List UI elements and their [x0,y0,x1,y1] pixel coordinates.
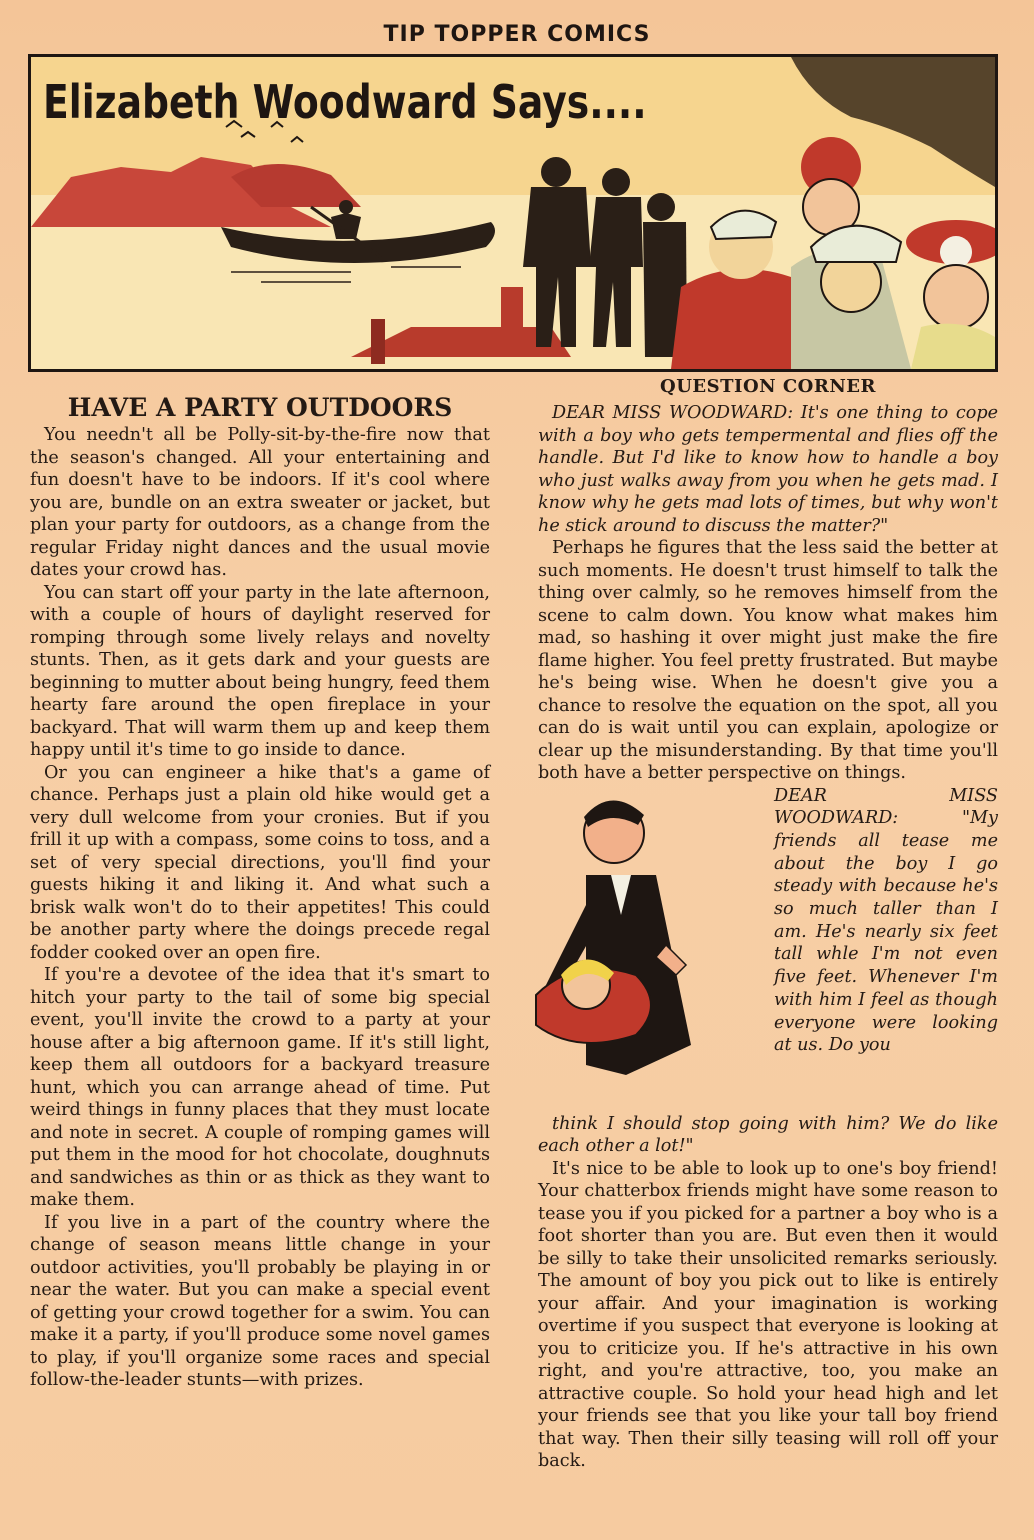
question-corner-heading: QUESTION CORNER [660,376,876,397]
article-paragraph: You can start off your party in the late afternoon, with a couple of hours of daylight reserved for romping through some lively relays and novelty stunts. Then, as it gets dark and your guests are beginning to mutter about being hungry, feed them hearty fare around the open fireplace in your backyard. That will warm them up and keep them happy until it's time to go inside to dance. [30,582,490,760]
title-banner-illustration [28,54,998,372]
left-column [30,394,490,1392]
reader-letter-side: DEAR MISS WOODWARD: "My friends all tease me about the boy I go steady with because he's so much taller than I am. He's nearly six feet tall whle I'm not even five feet. Whenever I'm with him I feel as though everyone were looking at us. Do you [774,785,998,1056]
article-paragraph: If you live in a part of the country where the change of season means little change in your outdoor activities, you'll probably be playing in or near the water. But you can make a special event of getting your crowd together for a swim. You can make it a party, if you'll produce some novel games to play, if you'll organize some races and special follow-the-leader stunts—with prizes. [30,1212,490,1390]
article-paragraph: If you're a devotee of the idea that it's smart to hitch your party to the tail of some big special event, you'll invite the crowd to a party at your house after a big afternoon game. If it's still light, keep them all outdoors for a backyard treasure hunt, which you can arrange ahead of time. Put weird things in funny places that they must locate and note in secret. A couple of romping games will put them in the mood for hot chocolate, doughnuts and sandwiches as thin or as thick as they want to make them. [30,965,490,1210]
banner-title: Elizabeth Woodward Says.... [43,75,647,129]
running-head: TIP TOPPER COMICS [383,22,651,47]
article-paragraph: Or you can engineer a hike that's a game of chance. Perhaps just a plain old hike would get a very dull welcome from your cronies. But if you frill it up with a compass, some coins to toss, and a set of very special directions, you'll find your guests hiking it and liking it. And what such a brisk walk won't do to their appetites! This could be another party where the doings precede regal fodder cooked over an open fire. [30,762,490,963]
right-column [538,376,998,1473]
reader-letter: DEAR MISS WOODWARD: It's one thing to cope with a boy who gets tempermental and flies off the handle. But I'd like to know how to handle a boy who just walks away from you when he gets mad. I know why he gets mad lots of times, but why won't he stick around to discuss the matter?" [538,403,998,536]
article-paragraph: You needn't all be Polly-sit-by-the-fire now that the season's changed. All your entertaining and fun doesn't have to be indoors. If it's cool where you are, bundle on an extra sweater or jacket, but plan your party for outdoors, as a change from the regular Friday night dances and the usual movie dates your crowd has. [30,425,490,580]
article-heading: HAVE A PARTY OUTDOORS [67,393,453,422]
reader-letter-continued: think I should stop going with him? We do like each other a lot!" [538,1113,998,1156]
dancing-couple-illustration [516,785,774,1085]
advice-answer: Perhaps he figures that the less said the better at such moments. He doesn't trust himself to talk the thing over calmly, so he removes himself from the scene to calm down. You know what makes him mad, so hashing it over might just make the fire flame higher. You feel pretty frustrated. But maybe he's being wise. When he doesn't give you a chance to resolve the equation on the spot, all you can do is wait until you can explain, apologize or clear up the misunderstanding. By that time you'll both have a better perspective on things. [538,538,998,783]
letter-with-illustration [538,785,998,1113]
advice-answer: It's nice to be able to look up to one's boy friend! Your chatterbox friends might have some reason to tease you if you picked for a partner a boy who is a foot shorter than you are. But even then it would be silly to take their unsolicited remarks seriously. The amount of boy you pick out to like is entirely your affair. And your imagination is working overtime if you suspect that everyone is looking at you to criticize you. If he's attractive in his own right, and you're attractive, too, you make an attractive couple. So hold your head high and let your friends see that you like your tall boy friend that way. Then their silly teasing will roll off your back. [538,1158,998,1471]
